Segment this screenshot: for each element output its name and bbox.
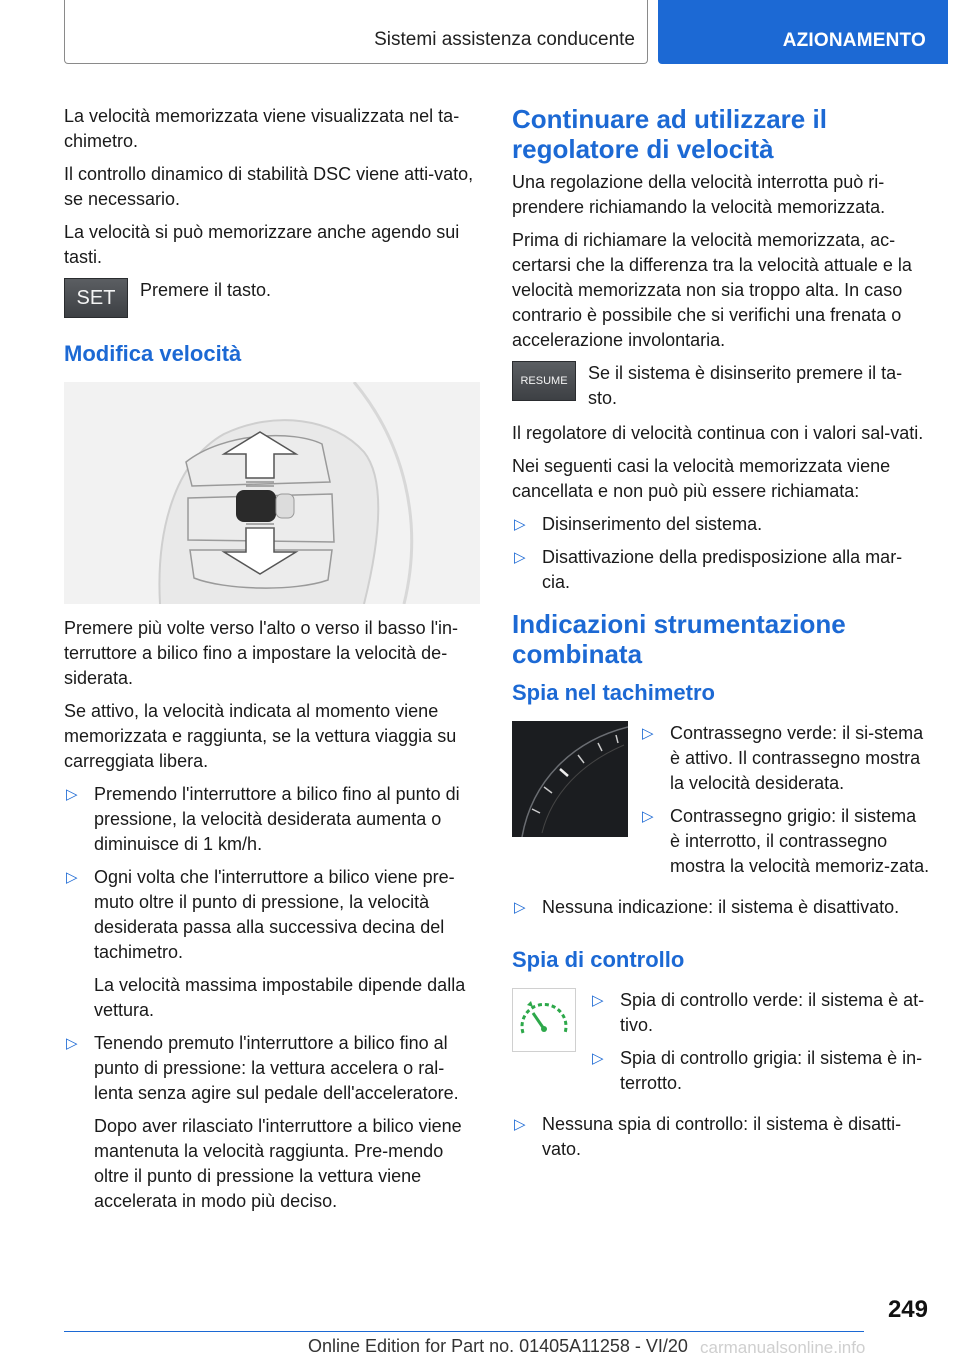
list-item: ▷ Spia di controllo verde: il sistema è at-tivo.	[592, 990, 925, 1035]
list-item: ▷ Nessuna spia di controllo: il sistema è disatti-vato.	[514, 1114, 902, 1159]
resume-button-label: RESUME	[520, 375, 568, 387]
paragraph: Una regolazione della velocità interrotta può ri-prendere richiamando la velocità memorizzata.	[512, 172, 886, 217]
set-button-label: SET	[76, 286, 116, 309]
triangle-bullet-icon: ▷	[514, 516, 526, 533]
steering-wheel-rocker-image	[64, 382, 480, 604]
paragraph: Prima di richiamare la velocità memorizzata, ac-certarsi che la differenza tra la velocità attuale e la velocità memorizzata non sia troppo alta. In caso contrario è possibile che si verifichi una frenata o accelerazione involontaria.	[512, 230, 912, 350]
triangle-bullet-icon: ▷	[642, 725, 654, 742]
rocker-switch-illustration	[64, 382, 480, 604]
page-number: 249	[887, 1296, 928, 1323]
triangle-bullet-icon: ▷	[514, 1116, 526, 1133]
set-button-row	[64, 278, 480, 318]
triangle-bullet-icon: ▷	[514, 899, 526, 916]
footer-edition: Online Edition for Part no. 01405A11258 - VI/20	[308, 1336, 688, 1356]
list-item: ▷ Nessuna indicazione: il sistema è disattivato.	[512, 895, 930, 920]
resume-button-icon	[512, 361, 576, 401]
watermark: carmanualsonline.info	[700, 1338, 866, 1357]
list-item: ▷ Premendo l'interruttore a bilico fino al punto di pressione, la velocità desiderata aumenta o diminuisce di 1 km/h.	[66, 784, 460, 854]
resume-button-row	[512, 361, 930, 411]
header-chapter	[658, 0, 948, 64]
paragraph: Il controllo dinamico di stabilità DSC viene atti-vato, se necessario.	[64, 164, 474, 209]
heading-continuare: Continuare ad utilizzare il regolatore di velocità	[512, 104, 827, 164]
paragraph: Nei seguenti casi la velocità memorizzata viene cancellata e non può più essere richiamata:	[512, 456, 891, 501]
heading-spia-tachimetro: Spia nel tachimetro	[512, 680, 715, 705]
paragraph: Se attivo, la velocità indicata al momento viene memorizzata e raggiunta, se la vettura viaggia su carreggiata libera.	[64, 701, 457, 771]
triangle-bullet-icon: ▷	[66, 869, 78, 886]
set-button-icon	[64, 278, 128, 318]
triangle-bullet-icon: ▷	[642, 808, 654, 825]
right-column	[512, 104, 930, 1170]
heading-indicazioni: Indicazioni strumentazione combinata	[512, 609, 846, 669]
header-section-title: Sistemi assistenza conducente	[374, 29, 635, 50]
heading-modifica-velocita: Modifica velocità	[64, 341, 242, 366]
left-bullet-list	[64, 782, 480, 1214]
list-item: ▷ Disinserimento del sistema.	[512, 512, 930, 537]
resume-button-text: Se il sistema è disinserito premere il ta-sto.	[588, 363, 903, 408]
triangle-bullet-icon: ▷	[66, 1035, 78, 1052]
list-item: ▷ Ogni volta che l'interruttore a bilico viene pre-muto oltre il punto di pressione, la velocità desiderata passa alla successiva decina del tachimetro. La velocità massima impostabile dipende dalla vettura.	[66, 867, 466, 1020]
paragraph: La velocità si può memorizzare anche agendo sui tasti.	[64, 222, 460, 267]
list-item: ▷ Disattivazione della predisposizione alla mar-cia.	[514, 547, 903, 592]
control-light-row	[512, 988, 930, 1104]
triangle-bullet-icon: ▷	[592, 1050, 604, 1067]
speedometer-image	[512, 721, 628, 837]
triangle-bullet-icon: ▷	[592, 992, 604, 1009]
set-button-text: Premere il tasto.	[140, 280, 272, 300]
list-item: ▷ Tenendo premuto l'interruttore a bilico fino al punto di pressione: la vettura accelera o ral-lenta senza agire sul pedale dell'acceleratore. Dopo aver rilasciato l'interruttore a bilico viene mantenuta la velocità raggiunta. Pre-mendo oltre il punto di pressione la vettura viene accelerata in modo più deciso.	[66, 1033, 462, 1211]
triangle-bullet-icon: ▷	[66, 786, 78, 803]
header-chapter-title: AZIONAMENTO	[782, 30, 926, 51]
list-item: ▷ Contrassegno grigio: il sistema è interrotto, il contrassegno mostra la velocità memoriz-zata.	[642, 806, 930, 876]
cruise-control-gauge-icon	[512, 988, 576, 1052]
paragraph: La velocità memorizzata viene visualizzata nel ta-chimetro.	[64, 106, 460, 151]
speedometer-marker-illustration	[512, 721, 628, 837]
control-light-bullet-list	[590, 988, 930, 1104]
tachometer-row	[512, 721, 930, 887]
gauge-symbol	[513, 989, 575, 1051]
header-section	[64, 0, 648, 64]
tachometer-none-list	[512, 895, 930, 920]
right-bullet-list	[512, 512, 930, 595]
tachometer-bullet-list	[640, 721, 930, 887]
triangle-bullet-icon: ▷	[514, 549, 526, 566]
heading-spia-controllo: Spia di controllo	[512, 947, 685, 972]
paragraph: Il regolatore di velocità continua con i valori sal-vati.	[512, 423, 924, 443]
footer-divider	[64, 1331, 864, 1332]
control-light-none-list	[512, 1112, 930, 1162]
list-item: ▷ Contrassegno verde: il si-stema è attivo. Il contrassegno mostra la velocità desiderata.	[642, 723, 924, 793]
left-column	[64, 104, 480, 1222]
list-item: ▷ Spia di controllo grigia: il sistema è in-terrotto.	[592, 1048, 923, 1093]
paragraph: Premere più volte verso l'alto o verso il basso l'in-terruttore a bilico fino a impostare la velocità de-siderata.	[64, 618, 459, 688]
